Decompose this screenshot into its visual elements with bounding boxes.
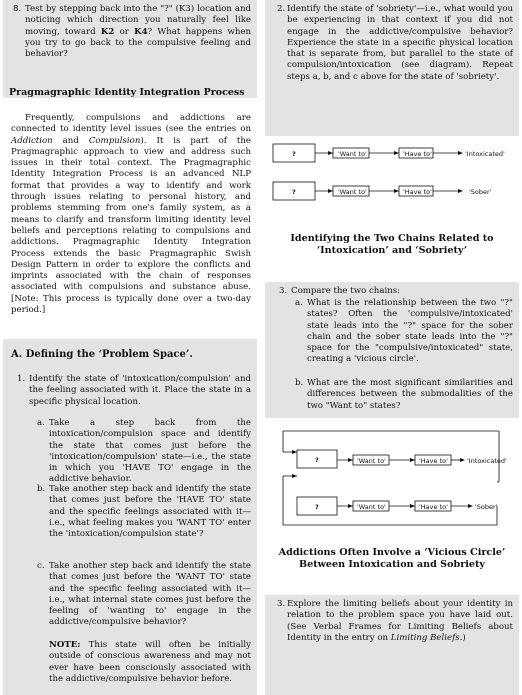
have-label-upper: 'Have to' — [419, 457, 448, 465]
step-8-or: or — [114, 26, 135, 37]
explore-text — [287, 599, 513, 644]
explore-a: Explore the limiting beliefs about your identity in relation to the problem space you have laid out. (See Verbal Frames for Limiting Beliefs about Identity in the entry on — [287, 599, 513, 643]
explore-b: .) — [459, 632, 466, 643]
step-3-number: 3. — [279, 286, 288, 296]
k4-label: K4 — [134, 26, 148, 37]
intox-label: 'Intoxicated' — [465, 150, 505, 158]
step-2-number: 2. — [277, 4, 286, 14]
step-2-text: Identify the state of 'sobriety'—i.e., what would you be experiencing in that context if you did not engage in the addictive/compulsive behavior? Experience the state in a specific physical location that is separate from, but parallel to the state of compulsion/intoxication (see diagram). Repeat steps a, b, and c above for the state of 'sobriety'. — [287, 4, 513, 82]
have-label-lower: 'Have to' — [419, 503, 448, 511]
sub-b-label: b. — [37, 484, 46, 494]
step-1-text: Identify the state of 'intoxication/compulsion' and the feeling associated with it. Place the state in a specific physical location. — [29, 374, 251, 407]
sub-c-text: Take another step back and identify the state that comes just before the 'WANT TO' state and the specific feeling associated with it—i.e., what internal state comes just before the feeling of 'wanting to' engage in the addictive/compulsive behavior? — [49, 561, 251, 628]
want-label-lower: 'Want to' — [357, 503, 386, 511]
q-label-lower: ? — [315, 503, 319, 511]
q-label-top: ? — [292, 150, 296, 158]
section-heading: Pragmagraphic Identity Integration Process — [9, 87, 245, 98]
have-label-top: 'Have to' — [403, 150, 432, 158]
intro-and: and — [52, 135, 89, 146]
q-b-text: What are the most significant similarities and differences between the submodalities of the two "Want to" states? — [307, 378, 513, 411]
caption-2-line-1: Addictions Often Involve a ‘Vicious Circle’ — [278, 547, 506, 558]
sub-a-label: a. — [37, 418, 45, 428]
left-column — [3, 0, 257, 695]
sub-a-text: Take a step back from the intoxication/compulsion space and identify the state that comes just before the 'intoxication/compulsion' state—i.e., the state in which you 'HAVE TO' engage in the addictive behavior. — [49, 418, 251, 485]
have-label-bottom: 'Have to' — [403, 188, 432, 196]
q-a-text: What is the relationship between the two "?" states? Often the 'compulsive/intoxicated' state leads into the "?" space for the sober chain and the sober state leads into the "?" space for the "compulsive/intoxicated" state, creating a 'vicious circle'. — [307, 298, 513, 365]
sub-b-text: Take another step back and identify the state that comes just before the 'HAVE TO' state and the specific feelings associated with it—i.e., what feeling makes you 'WANT TO' enter the 'intoxication/compulsion state'? — [49, 484, 251, 540]
addiction-ref: Addiction — [11, 135, 53, 146]
step-3-box — [265, 282, 519, 418]
step-1-number: 1. — [17, 374, 26, 384]
q-b-label: b. — [295, 378, 304, 388]
caption-1-line-2: ‘Intoxication’ and ‘Sobriety’ — [316, 245, 468, 256]
explore-number: 3. — [277, 599, 286, 609]
step-8-box — [3, 0, 257, 98]
section-a-title: A. Defining the ‘Problem Space’. — [11, 349, 193, 360]
caption-vicious-circle — [265, 547, 519, 571]
step-3-text: Compare the two chains: — [291, 286, 401, 296]
caption-2-line-2: Between Intoxication and Sobriety — [298, 559, 485, 570]
intro-a: Frequently, compulsions and addictions are connected to identity level issues (see the entries on — [11, 113, 251, 135]
q-label-upper: ? — [315, 456, 319, 464]
step-8-text-b: ? What happens when you try to go back to the compulsive feeling and behavior? — [25, 26, 252, 60]
explore-box — [265, 595, 519, 695]
want-label-bottom: 'Want to' — [338, 188, 367, 196]
sober-label: 'Sober' — [469, 188, 492, 196]
intox-label-2: 'Intoxicated' — [467, 457, 507, 465]
note-label: NOTE: — [49, 640, 81, 650]
want-label-top: 'Want to' — [338, 150, 367, 158]
caption-two-chains — [265, 233, 519, 257]
intro-paragraph — [11, 113, 251, 316]
sober-label-2: 'Sober' — [475, 503, 498, 511]
step-8-text-a: Test by stepping back into the "?" (K3) location and noticing which direction you naturally feel like moving, toward — [25, 4, 251, 37]
step-8-text — [25, 4, 251, 60]
sub-c-label: c. — [37, 561, 45, 571]
compulsion-ref: Compulsion — [88, 135, 141, 146]
two-chains-diagram — [265, 142, 519, 224]
step-8-number: 8. — [13, 4, 22, 14]
want-label-upper: 'Want to' — [357, 457, 386, 465]
intro-b: ). It is part of the Pragmagraphic approach to view and address such issues in their total context. The Pragmagraphic Identity Integration Process is an advanced NLP format that provides a way to identify and work through issues relating to personal history, and problems stemming from one's family system, as a means to clarify and transform limiting identity level beliefs and perceptions relating to compulsions and addictions. Pragmagraphic Identity Integration Process extends the basic Pragmagraphic Swish Design Pattern in order to explore the conflicts and imprints associated with the chain of responses associated with compulsions and substance abuse. [Note: This process is typically done over a two-day period.] — [11, 135, 251, 316]
note-body: This state will often be initially outside of conscious awareness and may not ever have been consciously associated with the addictive/compulsive behavior before. — [49, 640, 251, 684]
caption-1-line-1: Identifying the Two Chains Related to — [290, 233, 494, 244]
k2-label: K2 — [100, 26, 115, 37]
right-column — [265, 0, 519, 695]
step-2-box — [265, 0, 519, 136]
q-a-label: a. — [295, 298, 303, 308]
limiting-beliefs-ref: Limiting Beliefs — [390, 632, 460, 643]
note-text — [49, 640, 251, 685]
section-a-box — [3, 339, 257, 695]
vicious-circle-diagram — [265, 430, 519, 530]
q-label-bottom: ? — [292, 188, 296, 196]
